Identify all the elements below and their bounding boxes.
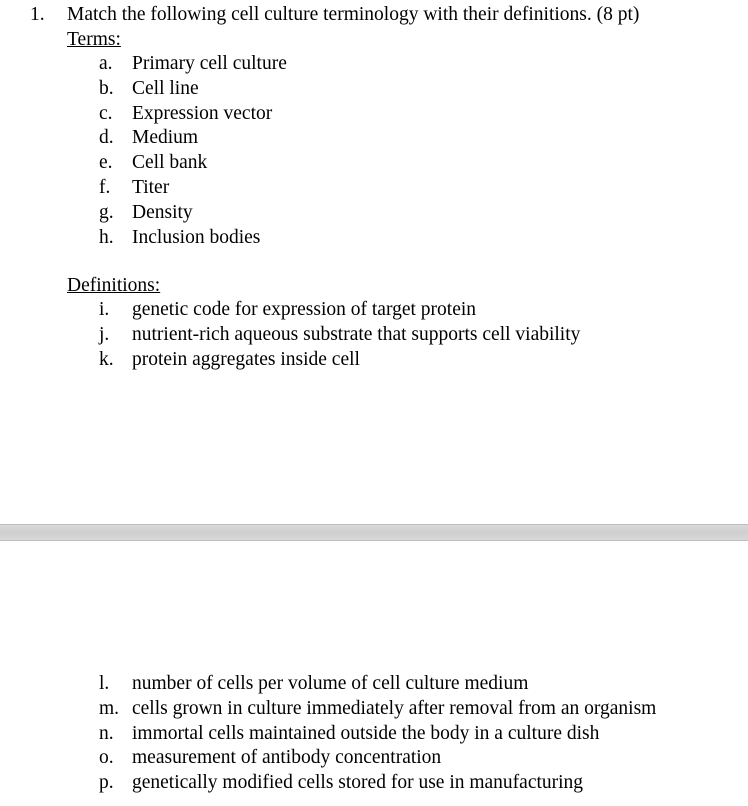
terms-heading: Terms: (67, 29, 121, 50)
definition-text: genetic code for expression of target protein (132, 299, 477, 320)
term-text: Medium (132, 127, 199, 149)
term-letter: c. (99, 102, 113, 124)
definition-letter: n. (99, 722, 114, 744)
term-text: Density (132, 201, 193, 223)
term-letter: d. (99, 127, 114, 149)
term-letter: b. (99, 77, 114, 99)
definition-letter: i. (99, 299, 110, 320)
term-text: Cell bank (132, 152, 208, 174)
term-text: Expression vector (132, 102, 273, 124)
definition-letter: p. (99, 772, 114, 794)
definition-text: number of cells per volume of cell culture medium (132, 673, 529, 694)
definition-text: nutrient-rich aqueous substrate that supports cell viability (132, 323, 581, 345)
term-letter: h. (99, 226, 114, 248)
definition-letter: j. (99, 323, 110, 345)
term-text: Inclusion bodies (132, 226, 261, 248)
definition-letter: l. (99, 673, 110, 694)
term-text: Cell line (132, 77, 199, 99)
question-text: Match the following cell culture terminology with their definitions. (8 pt) (67, 4, 640, 25)
definition-letter: o. (99, 747, 114, 769)
definition-text: measurement of antibody concentration (132, 747, 442, 769)
term-letter: a. (99, 53, 113, 74)
term-letter: e. (99, 152, 113, 174)
term-letter: f. (99, 176, 111, 198)
definition-letter: k. (99, 348, 114, 370)
page-break-separator (0, 524, 748, 541)
definitions-heading: Definitions: (67, 275, 161, 296)
question-number: 1. (30, 4, 45, 25)
definition-letter: m. (99, 697, 120, 719)
definition-text: immortal cells maintained outside the body in a culture dish (132, 722, 600, 744)
term-letter: g. (99, 201, 114, 223)
term-text: Primary cell culture (132, 53, 287, 74)
definition-text: cells grown in culture immediately after removal from an organism (132, 697, 657, 719)
document-page-2 (0, 541, 748, 806)
term-text: Titer (132, 176, 170, 198)
definition-text: genetically modified cells stored for use in manufacturing (132, 772, 584, 794)
definition-text: protein aggregates inside cell (132, 348, 360, 370)
